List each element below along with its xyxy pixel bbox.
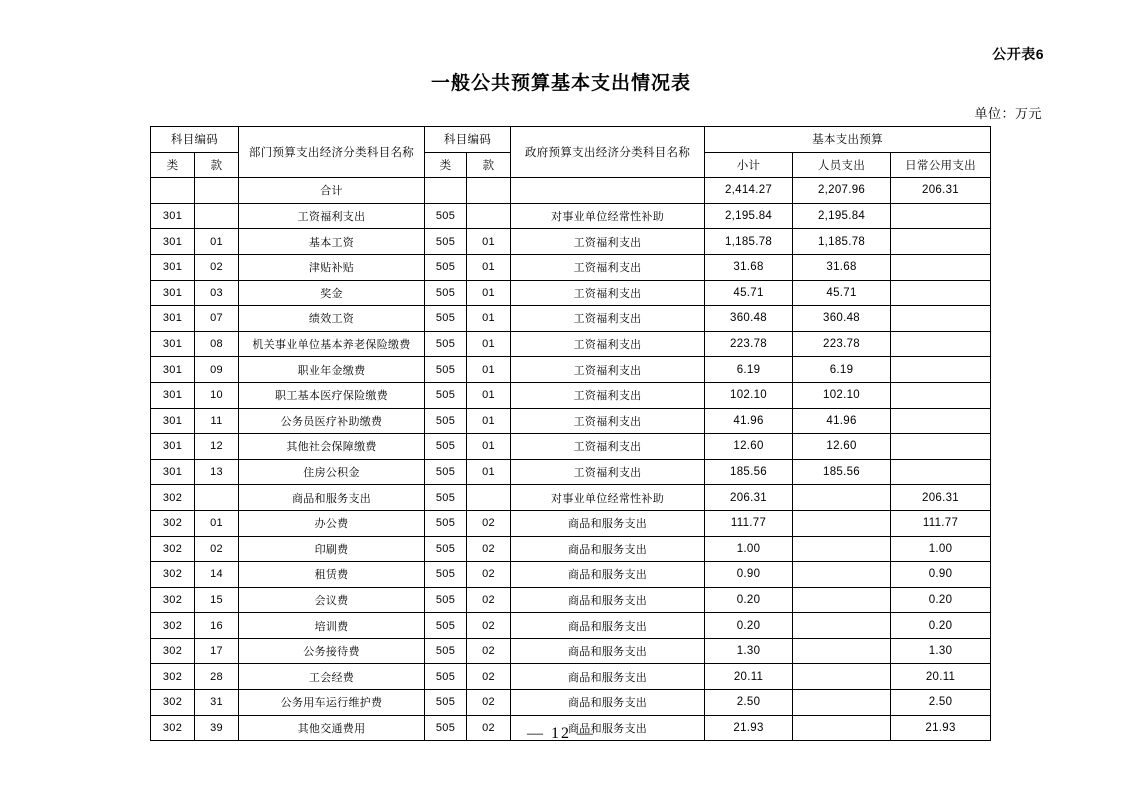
cell-dept-type: 301 (151, 280, 195, 306)
cell-gov-item: 02 (467, 536, 511, 562)
cell-subtotal: 21.93 (705, 715, 793, 741)
header-dept-code-type: 类 (151, 152, 195, 178)
table-row (151, 587, 991, 613)
cell-gov-type: 505 (425, 510, 467, 536)
cell-personnel: 1,185.78 (793, 229, 891, 255)
cell-dept-name: 工会经费 (239, 664, 425, 690)
cell-personnel (793, 485, 891, 511)
table-row (151, 638, 991, 664)
header-dept-code-group: 科目编码 (151, 127, 239, 153)
cell-subtotal: 0.90 (705, 562, 793, 588)
cell-gov-name: 工资福利支出 (511, 434, 705, 460)
cell-personnel: 45.71 (793, 280, 891, 306)
cell-personnel: 102.10 (793, 382, 891, 408)
cell-personnel (793, 613, 891, 639)
cell-dept-item: 17 (195, 638, 239, 664)
cell-dept-name: 工资福利支出 (239, 203, 425, 229)
cell-dept-item: 39 (195, 715, 239, 741)
cell-dept-item: 11 (195, 408, 239, 434)
page-number: — 12 — (527, 725, 595, 742)
page-title: 一般公共预算基本支出情况表 (430, 73, 691, 94)
cell-gov-name: 商品和服务支出 (511, 715, 705, 741)
cell-dept-name: 公务员医疗补助缴费 (239, 408, 425, 434)
cell-gov-item: 01 (467, 280, 511, 306)
cell-dept-type: 302 (151, 510, 195, 536)
cell-dept-name: 其他社会保障缴费 (239, 434, 425, 460)
unit-note: 单位：万元 (974, 106, 1042, 121)
table-row (151, 613, 991, 639)
cell-dept-item: 07 (195, 306, 239, 332)
table-row (151, 203, 991, 229)
cell-daily (891, 331, 991, 357)
table-row (151, 459, 991, 485)
cell-dept-item: 02 (195, 254, 239, 280)
cell-daily (891, 357, 991, 383)
cell-gov-item: 01 (467, 408, 511, 434)
cell-daily (891, 459, 991, 485)
table-row (151, 357, 991, 383)
header-gov-code-item: 款 (467, 152, 511, 178)
cell-dept-name: 住房公积金 (239, 459, 425, 485)
cell-dept-item: 14 (195, 562, 239, 588)
cell-gov-item: 02 (467, 510, 511, 536)
cell-subtotal: 2,414.27 (705, 178, 793, 204)
cell-subtotal: 185.56 (705, 459, 793, 485)
cell-gov-type: 505 (425, 587, 467, 613)
cell-dept-type: 302 (151, 638, 195, 664)
cell-gov-type: 505 (425, 357, 467, 383)
cell-gov-name: 商品和服务支出 (511, 510, 705, 536)
cell-dept-type: 302 (151, 485, 195, 511)
cell-subtotal: 1.00 (705, 536, 793, 562)
cell-gov-item: 02 (467, 638, 511, 664)
cell-gov-item: 01 (467, 459, 511, 485)
cell-dept-item: 12 (195, 434, 239, 460)
cell-dept-item (195, 203, 239, 229)
cell-subtotal: 45.71 (705, 280, 793, 306)
cell-dept-item: 16 (195, 613, 239, 639)
cell-personnel (793, 664, 891, 690)
cell-subtotal: 0.20 (705, 587, 793, 613)
cell-dept-item (195, 485, 239, 511)
cell-dept-name: 其他交通费用 (239, 715, 425, 741)
cell-gov-item: 02 (467, 613, 511, 639)
cell-gov-type: 505 (425, 434, 467, 460)
cell-subtotal: 31.68 (705, 254, 793, 280)
cell-dept-item: 01 (195, 510, 239, 536)
table-row (151, 562, 991, 588)
cell-daily (891, 280, 991, 306)
cell-gov-item: 02 (467, 562, 511, 588)
header-dept-code-item: 款 (195, 152, 239, 178)
cell-gov-type: 505 (425, 664, 467, 690)
cell-personnel: 41.96 (793, 408, 891, 434)
cell-gov-type: 505 (425, 613, 467, 639)
cell-gov-item: 01 (467, 357, 511, 383)
cell-gov-name: 工资福利支出 (511, 254, 705, 280)
cell-subtotal: 206.31 (705, 485, 793, 511)
table-header (151, 127, 991, 178)
cell-subtotal: 20.11 (705, 664, 793, 690)
cell-daily: 0.90 (891, 562, 991, 588)
cell-dept-item: 31 (195, 690, 239, 716)
cell-dept-name: 职业年金缴费 (239, 357, 425, 383)
table-row (151, 382, 991, 408)
budget-table (150, 126, 991, 741)
table-row (151, 485, 991, 511)
header-subtotal: 小计 (705, 152, 793, 178)
table-row (151, 510, 991, 536)
cell-dept-name: 职工基本医疗保险缴费 (239, 382, 425, 408)
cell-dept-name: 租赁费 (239, 562, 425, 588)
cell-personnel (793, 562, 891, 588)
cell-dept-name: 津贴补贴 (239, 254, 425, 280)
cell-gov-name: 商品和服务支出 (511, 613, 705, 639)
cell-gov-item: 01 (467, 382, 511, 408)
cell-personnel: 223.78 (793, 331, 891, 357)
table-row (151, 664, 991, 690)
cell-dept-name: 公务用车运行维护费 (239, 690, 425, 716)
cell-daily: 206.31 (891, 178, 991, 204)
cell-subtotal: 6.19 (705, 357, 793, 383)
cell-dept-item: 10 (195, 382, 239, 408)
header-row-top (151, 127, 991, 153)
cell-gov-item: 02 (467, 715, 511, 741)
cell-dept-type: 302 (151, 536, 195, 562)
cell-gov-name: 工资福利支出 (511, 408, 705, 434)
cell-daily: 206.31 (891, 485, 991, 511)
cell-gov-type: 505 (425, 715, 467, 741)
cell-gov-type (425, 178, 467, 204)
cell-gov-name: 工资福利支出 (511, 331, 705, 357)
cell-subtotal: 111.77 (705, 510, 793, 536)
cell-gov-item (467, 178, 511, 204)
header-dept-name: 部门预算支出经济分类科目名称 (239, 127, 425, 178)
cell-dept-name: 商品和服务支出 (239, 485, 425, 511)
cell-daily: 0.20 (891, 613, 991, 639)
cell-subtotal: 1,185.78 (705, 229, 793, 255)
cell-subtotal: 102.10 (705, 382, 793, 408)
cell-dept-name: 印刷费 (239, 536, 425, 562)
cell-gov-name: 工资福利支出 (511, 357, 705, 383)
cell-gov-type: 505 (425, 203, 467, 229)
cell-dept-name: 奖金 (239, 280, 425, 306)
cell-dept-name: 合计 (239, 178, 425, 204)
cell-gov-item: 01 (467, 254, 511, 280)
cell-daily: 2.50 (891, 690, 991, 716)
cell-dept-item: 09 (195, 357, 239, 383)
cell-gov-name: 工资福利支出 (511, 280, 705, 306)
cell-dept-type: 301 (151, 382, 195, 408)
cell-personnel: 31.68 (793, 254, 891, 280)
cell-dept-type: 301 (151, 357, 195, 383)
table-row (151, 536, 991, 562)
cell-daily (891, 203, 991, 229)
cell-gov-type: 505 (425, 254, 467, 280)
cell-subtotal: 2.50 (705, 690, 793, 716)
cell-dept-item: 15 (195, 587, 239, 613)
cell-gov-name: 商品和服务支出 (511, 690, 705, 716)
cell-gov-item: 02 (467, 690, 511, 716)
cell-subtotal: 41.96 (705, 408, 793, 434)
cell-dept-type (151, 178, 195, 204)
cell-gov-item: 01 (467, 331, 511, 357)
cell-gov-item (467, 485, 511, 511)
cell-subtotal: 223.78 (705, 331, 793, 357)
cell-daily: 20.11 (891, 664, 991, 690)
cell-gov-name: 商品和服务支出 (511, 587, 705, 613)
cell-personnel (793, 638, 891, 664)
cell-gov-type: 505 (425, 331, 467, 357)
cell-gov-type: 505 (425, 306, 467, 332)
cell-dept-type: 302 (151, 715, 195, 741)
cell-gov-type: 505 (425, 562, 467, 588)
cell-personnel: 2,195.84 (793, 203, 891, 229)
table-body (151, 178, 991, 741)
cell-daily (891, 229, 991, 255)
cell-personnel (793, 587, 891, 613)
cell-gov-name: 对事业单位经常性补助 (511, 485, 705, 511)
form-label: 公开表6 (992, 46, 1044, 62)
cell-dept-name: 基本工资 (239, 229, 425, 255)
cell-gov-type: 505 (425, 536, 467, 562)
cell-dept-name: 公务接待费 (239, 638, 425, 664)
table-row (151, 690, 991, 716)
table-row (151, 306, 991, 332)
cell-personnel: 2,207.96 (793, 178, 891, 204)
cell-daily: 1.00 (891, 536, 991, 562)
cell-dept-type: 301 (151, 229, 195, 255)
cell-dept-type: 302 (151, 562, 195, 588)
cell-dept-type: 301 (151, 434, 195, 460)
header-gov-name: 政府预算支出经济分类科目名称 (511, 127, 705, 178)
cell-dept-type: 301 (151, 459, 195, 485)
cell-daily: 21.93 (891, 715, 991, 741)
table-row (151, 331, 991, 357)
cell-dept-item: 13 (195, 459, 239, 485)
cell-gov-name: 工资福利支出 (511, 382, 705, 408)
cell-daily (891, 434, 991, 460)
cell-gov-type: 505 (425, 280, 467, 306)
header-daily: 日常公用支出 (891, 152, 991, 178)
cell-dept-type: 301 (151, 331, 195, 357)
table-row (151, 229, 991, 255)
cell-gov-type: 505 (425, 408, 467, 434)
cell-dept-item: 28 (195, 664, 239, 690)
cell-gov-name: 商品和服务支出 (511, 664, 705, 690)
cell-gov-name: 商品和服务支出 (511, 562, 705, 588)
cell-gov-name: 对事业单位经常性补助 (511, 203, 705, 229)
cell-personnel: 12.60 (793, 434, 891, 460)
cell-gov-type: 505 (425, 690, 467, 716)
cell-gov-type: 505 (425, 229, 467, 255)
cell-gov-type: 505 (425, 459, 467, 485)
cell-dept-item (195, 178, 239, 204)
cell-dept-name: 办公费 (239, 510, 425, 536)
cell-subtotal: 2,195.84 (705, 203, 793, 229)
cell-personnel: 6.19 (793, 357, 891, 383)
cell-dept-type: 301 (151, 254, 195, 280)
cell-subtotal: 1.30 (705, 638, 793, 664)
cell-subtotal: 360.48 (705, 306, 793, 332)
cell-dept-name: 机关事业单位基本养老保险缴费 (239, 331, 425, 357)
cell-gov-name: 商品和服务支出 (511, 536, 705, 562)
cell-daily (891, 382, 991, 408)
cell-dept-type: 302 (151, 587, 195, 613)
cell-personnel (793, 510, 891, 536)
table-row (151, 280, 991, 306)
cell-dept-name: 绩效工资 (239, 306, 425, 332)
cell-gov-item (467, 203, 511, 229)
cell-subtotal: 0.20 (705, 613, 793, 639)
cell-dept-type: 302 (151, 613, 195, 639)
header-personnel: 人员支出 (793, 152, 891, 178)
cell-dept-type: 302 (151, 664, 195, 690)
table-row (151, 408, 991, 434)
cell-daily (891, 306, 991, 332)
cell-gov-name: 工资福利支出 (511, 306, 705, 332)
cell-subtotal: 12.60 (705, 434, 793, 460)
table-row (151, 434, 991, 460)
cell-gov-name: 商品和服务支出 (511, 638, 705, 664)
cell-personnel: 360.48 (793, 306, 891, 332)
cell-personnel (793, 690, 891, 716)
cell-gov-item: 02 (467, 664, 511, 690)
cell-dept-type: 301 (151, 306, 195, 332)
cell-daily (891, 408, 991, 434)
cell-personnel (793, 536, 891, 562)
cell-gov-name (511, 178, 705, 204)
header-gov-code-type: 类 (425, 152, 467, 178)
cell-gov-name: 工资福利支出 (511, 459, 705, 485)
cell-gov-item: 01 (467, 306, 511, 332)
cell-dept-item: 02 (195, 536, 239, 562)
cell-daily (891, 254, 991, 280)
cell-daily: 1.30 (891, 638, 991, 664)
cell-dept-name: 培训费 (239, 613, 425, 639)
cell-dept-item: 08 (195, 331, 239, 357)
budget-table-container (150, 126, 976, 741)
cell-dept-item: 03 (195, 280, 239, 306)
header-gov-code-group: 科目编码 (425, 127, 511, 153)
cell-dept-name: 会议费 (239, 587, 425, 613)
cell-dept-type: 301 (151, 203, 195, 229)
cell-gov-type: 505 (425, 638, 467, 664)
cell-gov-item: 02 (467, 587, 511, 613)
cell-dept-type: 302 (151, 690, 195, 716)
cell-gov-type: 505 (425, 485, 467, 511)
header-basic-budget: 基本支出预算 (705, 127, 991, 153)
table-row (151, 178, 991, 204)
cell-dept-item: 01 (195, 229, 239, 255)
cell-gov-item: 01 (467, 229, 511, 255)
cell-dept-type: 301 (151, 408, 195, 434)
cell-gov-name: 工资福利支出 (511, 229, 705, 255)
cell-gov-type: 505 (425, 382, 467, 408)
cell-daily: 111.77 (891, 510, 991, 536)
cell-personnel: 185.56 (793, 459, 891, 485)
cell-gov-item: 01 (467, 434, 511, 460)
table-row (151, 254, 991, 280)
cell-daily: 0.20 (891, 587, 991, 613)
